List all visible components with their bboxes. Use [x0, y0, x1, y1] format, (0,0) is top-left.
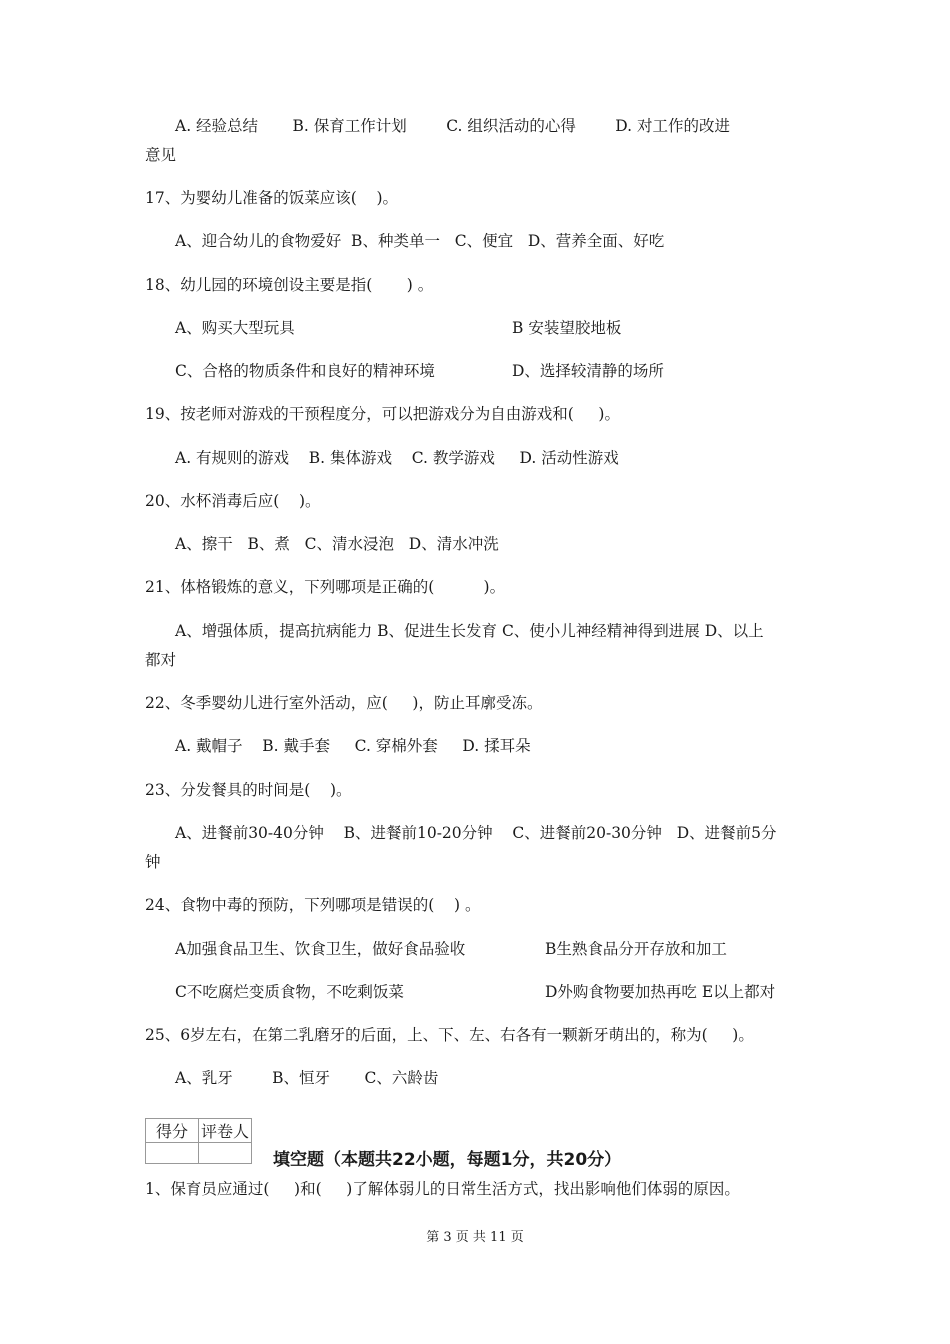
text-line: 20、水杯消毒后应( )。: [145, 492, 321, 510]
text-line: C不吃腐烂变质食物，不吃剩饭菜: [175, 983, 404, 1001]
text-line: 25、6岁左右，在第二乳磨牙的后面，上、下、左、右各有一颗新牙萌出的，称为( )。: [145, 1026, 754, 1044]
text-line: C、合格的物质条件和良好的精神环境: [175, 362, 435, 380]
text-line: B生熟食品分开存放和加工: [545, 940, 727, 958]
text-line: 24、食物中毒的预防，下列哪项是错误的( ) 。: [145, 896, 481, 914]
text-line: 22、冬季婴幼儿进行室外活动，应( )，防止耳廓受冻。: [145, 694, 543, 712]
text-line: A、购买大型玩具: [175, 319, 295, 337]
text-line: 17、为婴幼儿准备的饭菜应该( )。: [145, 189, 399, 207]
text-line: 18、幼儿园的环境创设主要是指( ) 。: [145, 276, 434, 294]
text-line: 23、分发餐具的时间是( )。: [145, 781, 352, 799]
text-line: 19、按老师对游戏的干预程度分，可以把游戏分为自由游戏和( )。: [145, 405, 620, 423]
text-line: 1、保育员应通过( )和( )了解体弱儿的日常生活方式，找出影响他们体弱的原因。: [145, 1180, 740, 1198]
text-line: 21、体格锻炼的意义，下列哪项是正确的( )。: [145, 578, 506, 596]
score-cell: [146, 1143, 199, 1164]
text-line: D外购食物要加热再吃 E以上都对: [545, 983, 776, 1001]
text-line: A、增强体质，提高抗病能力 B、促进生长发育 C、使小儿神经精神得到进展 D、以上: [175, 622, 764, 640]
text-line: A. 戴帽子 B. 戴手套 C. 穿棉外套 D. 揉耳朵: [175, 737, 531, 755]
text-line: A. 经验总结 B. 保育工作计划 C. 组织活动的心得 D. 对工作的改进: [175, 117, 731, 135]
text-line: D、选择较清静的场所: [512, 362, 664, 380]
grader-label: 评卷人: [199, 1119, 252, 1143]
score-box: [145, 1118, 252, 1164]
grader-cell: [199, 1143, 252, 1164]
text-line: B 安装望胶地板: [512, 319, 622, 337]
page-footer: 第 3 页 共 11 页: [426, 1230, 524, 1245]
text-line: A、迎合幼儿的食物爱好 B、种类单一 C、便宜 D、营养全面、好吃: [175, 232, 665, 250]
text-line: 钟: [145, 853, 161, 871]
text-line: A、进餐前30-40分钟 B、进餐前10-20分钟 C、进餐前20-30分钟 D、进餐前5分: [175, 824, 777, 842]
score-label: 得分: [146, 1119, 199, 1143]
text-line: 意见: [145, 146, 177, 164]
text-line: A. 有规则的游戏 B. 集体游戏 C. 教学游戏 D. 活动性游戏: [175, 449, 619, 467]
text-line: 都对: [145, 651, 177, 669]
text-line: A、擦干 B、煮 C、清水浸泡 D、清水冲洗: [175, 535, 499, 553]
text-line: A加强食品卫生、饮食卫生，做好食品验收: [175, 940, 466, 958]
text-line: A、乳牙 B、恒牙 C、六龄齿: [175, 1069, 439, 1087]
section-title: 填空题（本题共22小题，每题1分，共20分）: [273, 1150, 622, 1170]
